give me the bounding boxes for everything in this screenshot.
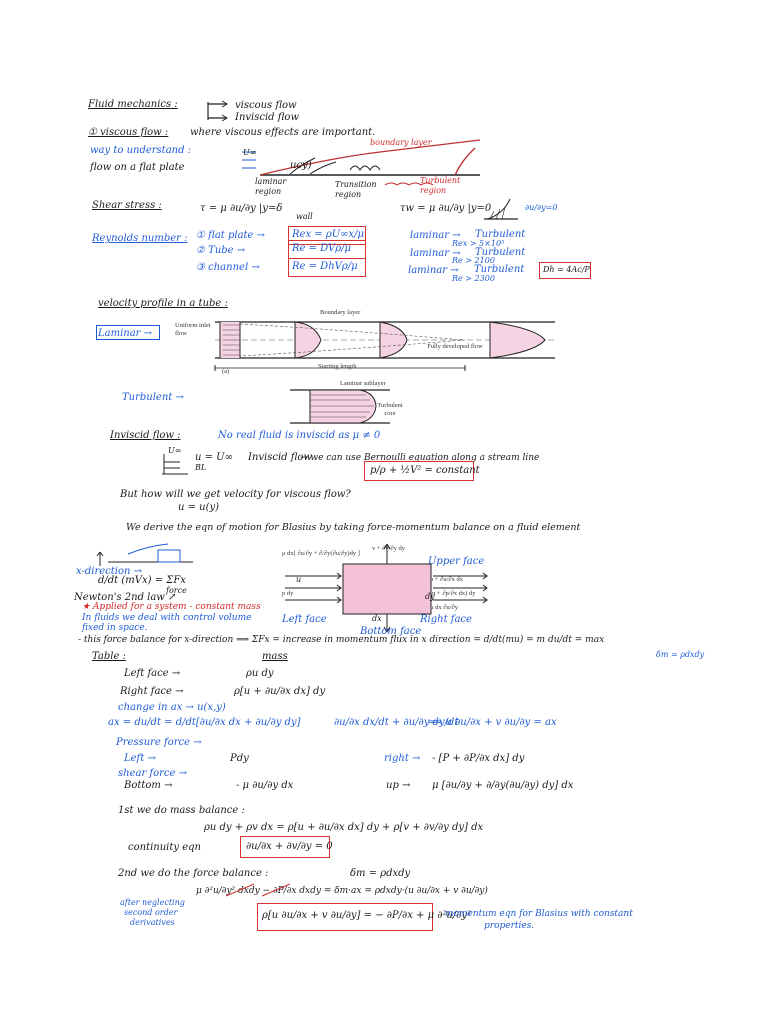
continuity-label: continuity eqn <box>128 842 201 853</box>
tau-wall-equation: τw = μ ∂u/∂y |y=0 <box>400 203 492 214</box>
regime-right-1: Turbulent <box>475 229 526 240</box>
neglect-note-3: derivatives <box>130 918 175 927</box>
hydraulic-dia: Dh = 4Ac/P <box>543 265 590 274</box>
force-balance-dm: δm = ρdxdy <box>350 868 411 879</box>
shear-up: up → <box>386 780 411 791</box>
left-face-row: Left face → <box>124 668 181 679</box>
mass-heading: mass <box>262 651 288 662</box>
starting-length-label: Starting length <box>318 363 357 370</box>
turbulent-region-label: Turbulent region <box>420 176 461 195</box>
momentum-equation: ρ[u ∂u/∂x + v ∂u/∂y] = − ∂P/∂x + μ ∂²u/∂y² <box>262 910 472 921</box>
strike-marks <box>224 882 294 898</box>
shear-bottom: Bottom → <box>124 780 173 791</box>
pressure-left-value: Pdy <box>230 753 249 764</box>
change-in-ax: change in ax → u(x,y) <box>118 702 226 713</box>
shear-bottom-value: - μ ∂u/∂y dx <box>236 780 294 791</box>
tube-developing-figure <box>215 310 575 390</box>
wall-profile-sketch <box>480 197 520 221</box>
left-face-mass: ρu dy <box>246 668 274 679</box>
inviscid-heading: Inviscid flow : <box>110 430 181 441</box>
fully-developed-label: Fully developed flow <box>427 343 483 350</box>
reynolds-formula-3: Re = DhVρ/μ <box>292 261 358 272</box>
way-to-understand: way to understand : <box>90 145 192 156</box>
force-label: force <box>166 586 187 595</box>
inviscid-u-eq: u = U∞ <box>195 452 233 463</box>
pressure-right: right → <box>384 753 421 764</box>
cv-u-label: u <box>296 575 302 584</box>
shear-heading: Shear stress : <box>92 200 162 211</box>
balance-line: - this force balance for x-direction ⟹ ΣFx = increase in momentum flux in x direction = d/dt(mu) = m du/dt = max <box>78 635 605 645</box>
regime-crit-3: Re > 2300 <box>452 274 495 283</box>
reynolds-case-2: ② Tube → <box>196 245 246 256</box>
u-of-y: u = u(y) <box>178 502 220 513</box>
cv-right-term-2: (p + ∂p/∂x dx) dy <box>430 590 476 597</box>
viscous-definition: where viscous effects are important. <box>190 127 376 138</box>
neglect-note-2: second order <box>124 908 178 917</box>
derivation-intro: We derive the eqn of motion for Blasius by taking force-momentum balance on a fluid element <box>126 522 581 533</box>
turbulent-core-label: Turbulent core <box>377 402 403 417</box>
inviscid-flow-label: Inviscid flow <box>248 452 312 463</box>
wall-note: wall <box>296 212 313 221</box>
bernoulli-note: → we can use Bernoulli equation along a stream line <box>300 453 540 463</box>
u-inf-label: U∞ <box>243 148 257 157</box>
left-face-label: Left face <box>282 614 327 625</box>
right-face-label: Right face <box>420 614 472 625</box>
reynolds-formula-2: Re = DVρ/μ <box>292 243 351 254</box>
force-balance-equation: μ ∂²u/∂y² dxdy − ∂P/∂x dxdy = δm·ax = ρdxdy·(u ∂u/∂x + v ∂u/∂y) <box>196 886 488 896</box>
branch-bracket <box>200 100 240 126</box>
x-direction-label: x-direction → <box>76 566 142 577</box>
tau-equation: τ = μ ∂u/∂y |y=δ <box>200 203 283 214</box>
momentum-note-2: properties. <box>484 921 535 931</box>
regime-right-3: Turbulent <box>474 264 525 275</box>
inviscid-u-inf: U∞ <box>168 446 182 455</box>
uniform-inlet-label: Uniform inlet flow <box>175 322 211 337</box>
boundary-layer-label: boundary layer <box>370 138 432 147</box>
applied-note-3: fixed in space. <box>82 623 148 633</box>
laminar-region-label: laminar region <box>255 177 287 196</box>
newton-law: Newton's 2nd law ↗ <box>74 592 177 603</box>
pressure-left: Left → <box>124 753 156 764</box>
force-balance-heading: 2nd we do the force balance : <box>118 868 269 879</box>
cv-p-term: p dy <box>282 590 294 597</box>
dm-label: δm = ρdxdy <box>656 650 705 659</box>
cv-right-term-1: u + ∂u/∂x dx <box>430 576 464 583</box>
ax-equation: ax = du/dt = d/dt[∂u/∂x dx + ∂u/∂y dy] <box>108 717 301 728</box>
bernoulli-equation: p/ρ + ½V² = constant <box>370 465 480 476</box>
flat-plate-label: flow on a flat plate <box>90 162 185 173</box>
bottom-face-label: Bottom face <box>360 626 422 637</box>
turbulent-label: Turbulent → <box>122 392 184 403</box>
continuity-equation: ∂u/∂x + ∂v/∂y = 0 <box>246 841 333 852</box>
pressure-right-value: - [P + ∂P/∂x dx] dy <box>432 753 525 764</box>
regime-crit-1: Rex > 5×10⁵ <box>452 239 505 248</box>
pressure-force-heading: Pressure force → <box>116 737 202 748</box>
tube-profile-heading: velocity profile in a tube : <box>98 298 228 309</box>
reynolds-case-3: ③ channel → <box>196 262 260 273</box>
branch-inviscid: Inviscid flow <box>235 112 299 123</box>
applied-note-2: In fluids we deal with control volume <box>82 613 252 623</box>
regime-right-2: Turbulent <box>475 247 526 258</box>
ax-expand: ∂u/∂x dx/dt + ∂u/∂y dy/dt <box>334 717 459 728</box>
cv-left-term-top: μ dx[ ∂u/∂y + ∂/∂y(∂u/∂y)dy ] <box>282 550 360 557</box>
momentum-note-1: momentum eqn for Blasius with constant <box>445 909 633 919</box>
ucp-label: ucy) <box>290 160 312 171</box>
viscous-heading: ① viscous flow : <box>88 127 169 138</box>
tube-boundary-layer-label: Boundary layer <box>320 309 361 316</box>
du-dy-zero: ∂u/∂y=0 <box>525 203 558 212</box>
applied-note-1: ★ Applied for a system - constant mass <box>82 602 261 612</box>
regime-left-3: laminar → <box>408 265 459 276</box>
shear-up-value: μ [∂u/∂y + ∂/∂y(∂u/∂y) dy] dx <box>432 780 574 791</box>
branch-viscous: viscous flow <box>235 100 297 111</box>
cv-dx-label: dx <box>372 614 382 623</box>
laminar-sublayer-label: Laminar sublayer <box>340 380 386 387</box>
viscous-question: But how will we get velocity for viscous flow? <box>120 489 351 500</box>
mass-balance-heading: 1st we do mass balance : <box>118 805 245 816</box>
inviscid-bl: BL <box>195 463 207 472</box>
ax-final: ⟹ u ∂u/∂x + v ∂u/∂y = ax <box>428 717 557 728</box>
figure-a-label: (a) <box>222 368 230 375</box>
right-face-row: Right face → <box>120 686 184 697</box>
regime-crit-2: Re > 2100 <box>452 256 495 265</box>
reynolds-case-1: ① flat plate → <box>196 230 266 241</box>
regime-left-1: laminar → <box>410 230 461 241</box>
laminar-label: Laminar → <box>98 328 153 339</box>
inviscid-definition: No real fluid is inviscid as μ ≠ 0 <box>218 430 381 441</box>
table-heading: Table : <box>92 651 126 662</box>
shear-force-heading: shear force → <box>118 768 187 779</box>
laminar-label-box <box>96 325 160 340</box>
right-face-mass: ρ[u + ∂u/∂x dx] dy <box>234 686 326 697</box>
reynolds-heading: Reynolds number : <box>92 233 188 244</box>
transition-region-label: Transition region <box>335 180 377 199</box>
cv-right-term-3: μ dx ∂u/∂y <box>430 604 458 611</box>
neglect-note-1: after neglecting <box>120 898 185 907</box>
mass-balance-equation: ρu dy + ρv dx = ρ[u + ∂u/∂x dx] dy + ρ[v + ∂v/∂y dy] dx <box>204 822 484 833</box>
newton-equation: d/dt (mVx) = ΣFx <box>98 575 186 586</box>
regime-left-2: laminar → <box>410 248 461 259</box>
cv-dy-label: dy <box>425 592 435 601</box>
cv-top-term: v + ∂v/∂y dy <box>372 545 406 552</box>
reynolds-formula-1: Rex = ρU∞x/μ <box>292 229 364 240</box>
topic-title: Fluid mechanics : <box>88 99 178 110</box>
upper-face-label: Upper face <box>428 556 485 567</box>
